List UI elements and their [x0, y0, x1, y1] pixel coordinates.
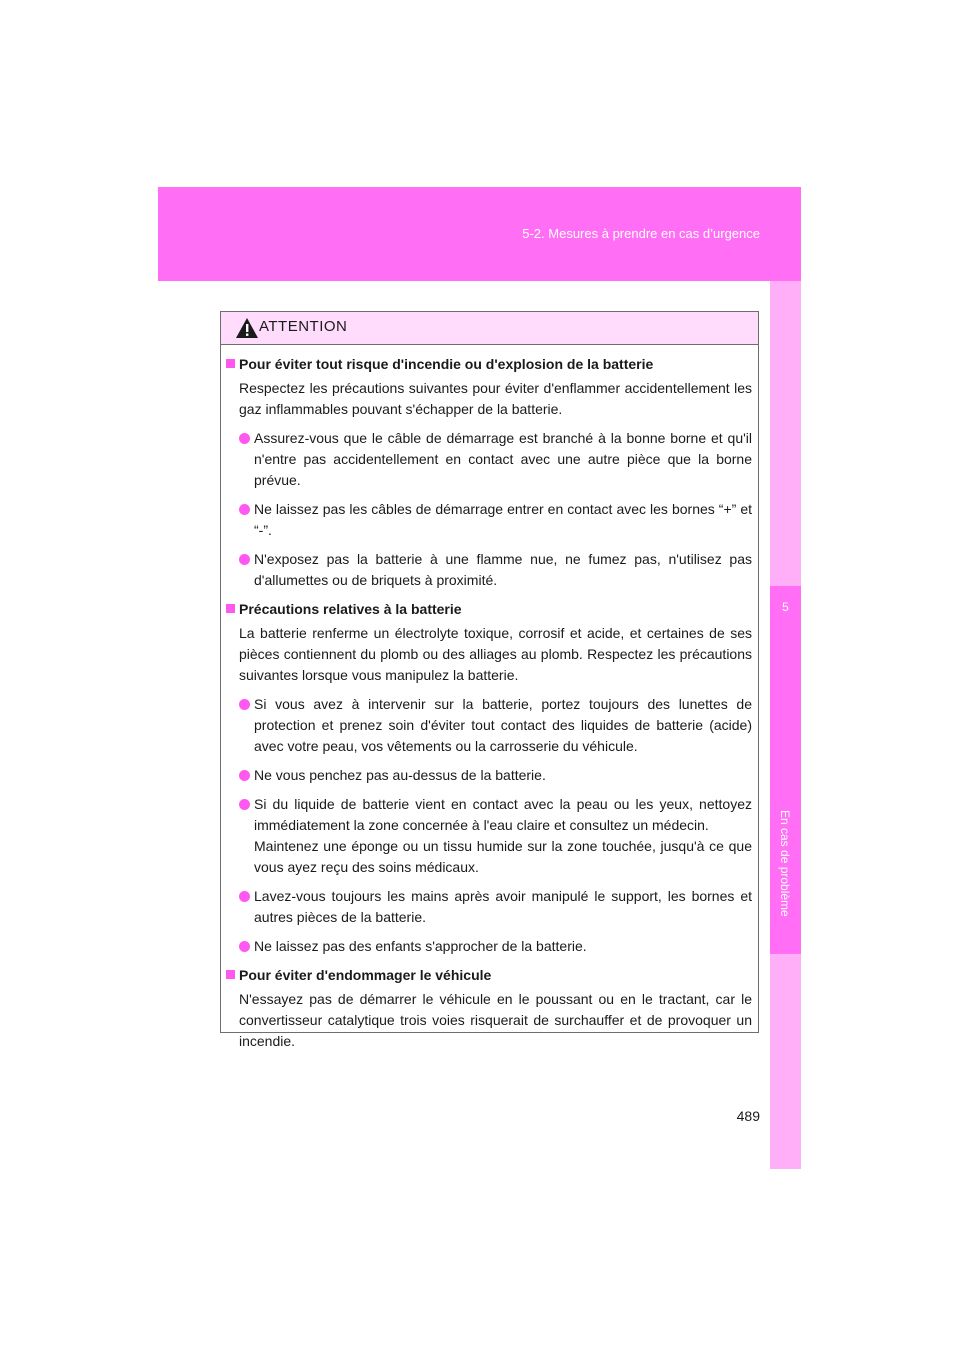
warning-triangle-icon [234, 316, 260, 340]
bullet-text: Ne laissez pas les câbles de démarrage entrer en contact avec les bornes “+” et “-”. [254, 501, 752, 538]
section-text: N'essayez pas de démarrer le véhicule en le poussant ou en le tractant, car le convertisseur catalytique trois voies risquerait de surchauffer et de provoquer un incendie. [239, 991, 752, 1049]
section-title: 5-2. Mesures à prendre en cas d’urgence [522, 226, 760, 241]
bullet-list [239, 694, 752, 957]
bullet-list [239, 428, 752, 591]
chapter-tab [770, 586, 801, 954]
bullet-text: Maintenez une éponge ou un tissu humide sur la zone touchée, jusqu'à ce que vous ayez reçu des soins médicaux. [254, 838, 752, 875]
circle-bullet-icon [239, 433, 250, 444]
chapter-title: En cas de problème [778, 810, 792, 917]
list-item [239, 549, 752, 591]
header-band [158, 187, 801, 281]
warning-section [226, 354, 752, 591]
bullet-text: Assurez-vous que le câble de démarrage est branché à la bonne borne et qu'il n'entre pas accidentellement en contact avec une autre pièce que la borne prévue. [254, 430, 752, 488]
bullet-text: Ne laissez pas des enfants s'approcher de la batterie. [254, 938, 587, 954]
section-heading [226, 599, 752, 620]
circle-bullet-icon [239, 504, 250, 515]
square-bullet-icon [226, 970, 235, 979]
section-heading [226, 965, 752, 986]
circle-bullet-icon [239, 799, 250, 810]
warning-header [221, 312, 758, 345]
bullet-text: Ne vous penchez pas au-dessus de la batterie. [254, 767, 546, 783]
chapter-number: 5 [782, 600, 789, 614]
section-text: La batterie renferme un électrolyte toxique, corrosif et acide, et certaines de ses pièces contiennent du plomb ou des alliages au plomb. Respectez les précautions suivantes lorsque vous manipulez la batterie. [239, 625, 752, 683]
square-bullet-icon [226, 359, 235, 368]
section-heading-text: Pour éviter tout risque d'incendie ou d'explosion de la batterie [239, 356, 654, 372]
warning-section [226, 599, 752, 957]
circle-bullet-icon [239, 699, 250, 710]
list-item [239, 694, 752, 757]
circle-bullet-icon [239, 891, 250, 902]
section-heading [226, 354, 752, 375]
warning-body [221, 345, 758, 1052]
list-item [239, 765, 752, 786]
bullet-text: Si du liquide de batterie vient en contact avec la peau ou les yeux, nettoyez immédiatement la zone concernée à l'eau claire et consultez un médecin. [254, 796, 752, 833]
circle-bullet-icon [239, 554, 250, 565]
list-item [239, 886, 752, 928]
bullet-text: Lavez-vous toujours les mains après avoir manipulé le support, les bornes et autres pièces de la batterie. [254, 888, 752, 925]
section-heading-text: Précautions relatives à la batterie [239, 601, 462, 617]
section-text: Respectez les précautions suivantes pour éviter d'enflammer accidentellement les gaz inflammables pouvant s'échapper de la batterie. [239, 380, 752, 417]
bullet-text: N'exposez pas la batterie à une flamme nue, ne fumez pas, n'utilisez pas d'allumettes ou de briquets à proximité. [254, 551, 752, 588]
list-item [239, 936, 752, 957]
section-heading-text: Pour éviter d'endommager le véhicule [239, 967, 492, 983]
bullet-text: Si vous avez à intervenir sur la batterie, portez toujours des lunettes de protection et prenez soin d'éviter tout contact des liquides de batterie (acide) avec votre peau, vos vêtements ou la carrosserie du véhicule. [254, 696, 752, 754]
square-bullet-icon [226, 604, 235, 613]
warning-section [226, 965, 752, 1052]
list-item [239, 499, 752, 541]
circle-bullet-icon [239, 941, 250, 952]
list-item [239, 428, 752, 491]
list-item [239, 794, 752, 878]
circle-bullet-icon [239, 770, 250, 781]
warning-label: ATTENTION [259, 318, 348, 335]
warning-box [220, 311, 759, 1049]
page-number: 489 [736, 1108, 760, 1124]
